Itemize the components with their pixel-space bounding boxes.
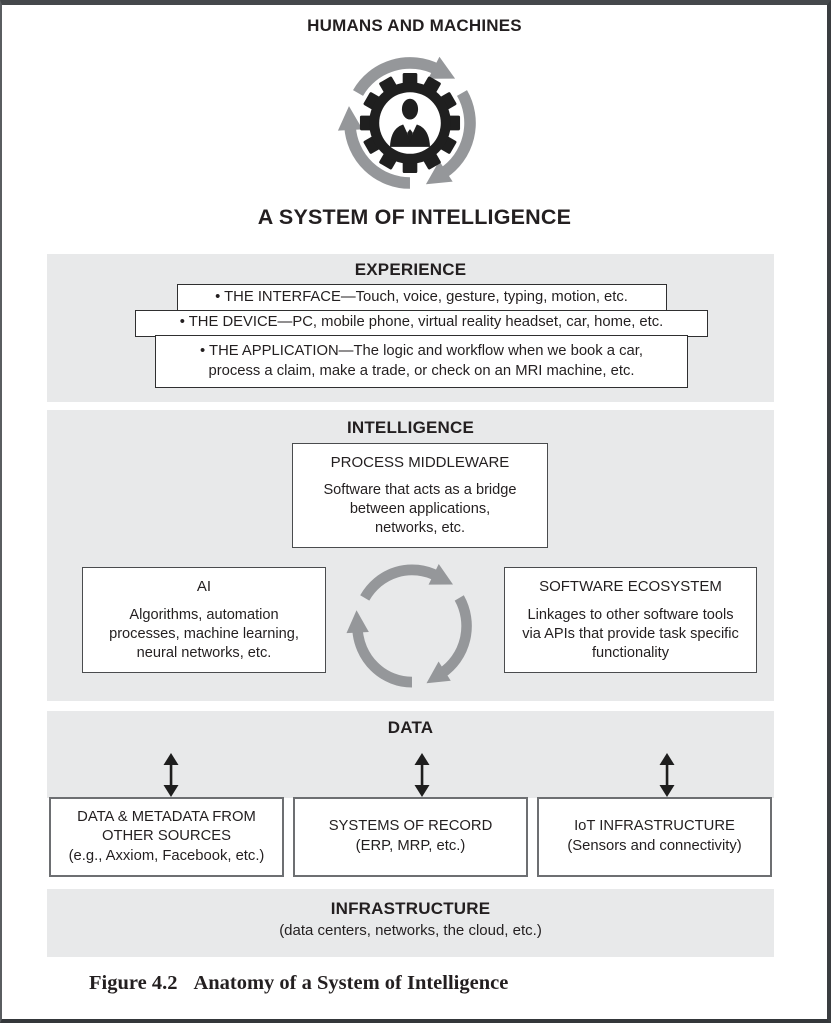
double-headed-arrow-icon [159, 752, 183, 803]
device-box [135, 310, 708, 337]
experience-title: EXPERIENCE [354, 260, 467, 279]
process-middleware-box [292, 443, 548, 548]
systems-of-record-line: SYSTEMS OF RECORD [328, 818, 493, 835]
middleware-line: Software that acts as a bridge [323, 482, 517, 499]
interface-box [177, 284, 667, 311]
double-headed-arrow-icon [655, 752, 679, 803]
ai-line: Algorithms, automation [129, 606, 279, 623]
ecosystem-line: Linkages to other software tools [527, 606, 734, 623]
iot-infrastructure-line: (Sensors and connectivity) [567, 838, 742, 854]
system-of-intelligence-title: A SYSTEM OF INTELLIGENCE [257, 205, 572, 229]
humans-machines-title: HUMANS AND MACHINES [307, 16, 522, 35]
ai-box [82, 567, 326, 673]
data-metadata-box [49, 797, 284, 877]
application-text-line2: process a claim, make a trade, or check on an MRI machine, etc. [208, 362, 635, 379]
data-metadata-line: OTHER SOURCES [101, 828, 232, 845]
double-headed-arrow-icon [410, 752, 434, 803]
data-sources-row [49, 797, 772, 877]
ai-line: neural networks, etc. [136, 644, 272, 661]
infrastructure-panel [47, 889, 774, 957]
figure-caption-label: Figure 4.2 [89, 972, 178, 994]
ecosystem-line: via APIs that provide task specific [522, 625, 739, 642]
ecosystem-line: functionality [591, 644, 670, 661]
device-text: • THE DEVICE—PC, mobile phone, virtual reality headset, car, home, etc. [179, 314, 664, 331]
middleware-line: between applications, [349, 501, 491, 518]
cycle-arrows-icon [342, 554, 482, 698]
application-text-line1: • THE APPLICATION—The logic and workflow when we book a car, [200, 342, 643, 359]
data-metadata-line: (e.g., Axxiom, Facebook, etc.) [68, 847, 265, 864]
figure-caption [89, 972, 508, 995]
intelligence-title: INTELLIGENCE [346, 418, 475, 437]
application-box [155, 335, 688, 388]
software-ecosystem-heading: SOFTWARE ECOSYSTEM [539, 578, 722, 596]
human-machine-gear-cycle-icon [327, 46, 493, 200]
infrastructure-title: INFRASTRUCTURE [330, 899, 491, 918]
iot-infrastructure-box [537, 797, 772, 877]
figure-caption-title: Anatomy of a System of Intelligence [193, 972, 509, 994]
ai-line: processes, machine learning, [109, 625, 299, 642]
iot-infrastructure-line: IoT INFRASTRUCTURE [574, 818, 735, 835]
process-middleware-heading: PROCESS MIDDLEWARE [330, 453, 510, 471]
gear-icon [360, 73, 460, 173]
data-title: DATA [387, 718, 434, 737]
systems-of-record-line: (ERP, MRP, etc.) [355, 838, 466, 854]
systems-of-record-box [293, 797, 528, 877]
interface-text: • THE INTERFACE—Touch, voice, gesture, typing, motion, etc. [215, 288, 628, 305]
data-metadata-line: DATA & METADATA FROM [77, 808, 256, 825]
ai-heading: AI [196, 578, 212, 596]
middleware-line: networks, etc. [374, 520, 466, 537]
infrastructure-subtitle: (data centers, networks, the cloud, etc.) [279, 922, 542, 939]
experience-panel [47, 254, 774, 402]
software-ecosystem-box [504, 567, 757, 673]
data-panel [47, 711, 774, 798]
intelligence-panel [47, 410, 774, 701]
